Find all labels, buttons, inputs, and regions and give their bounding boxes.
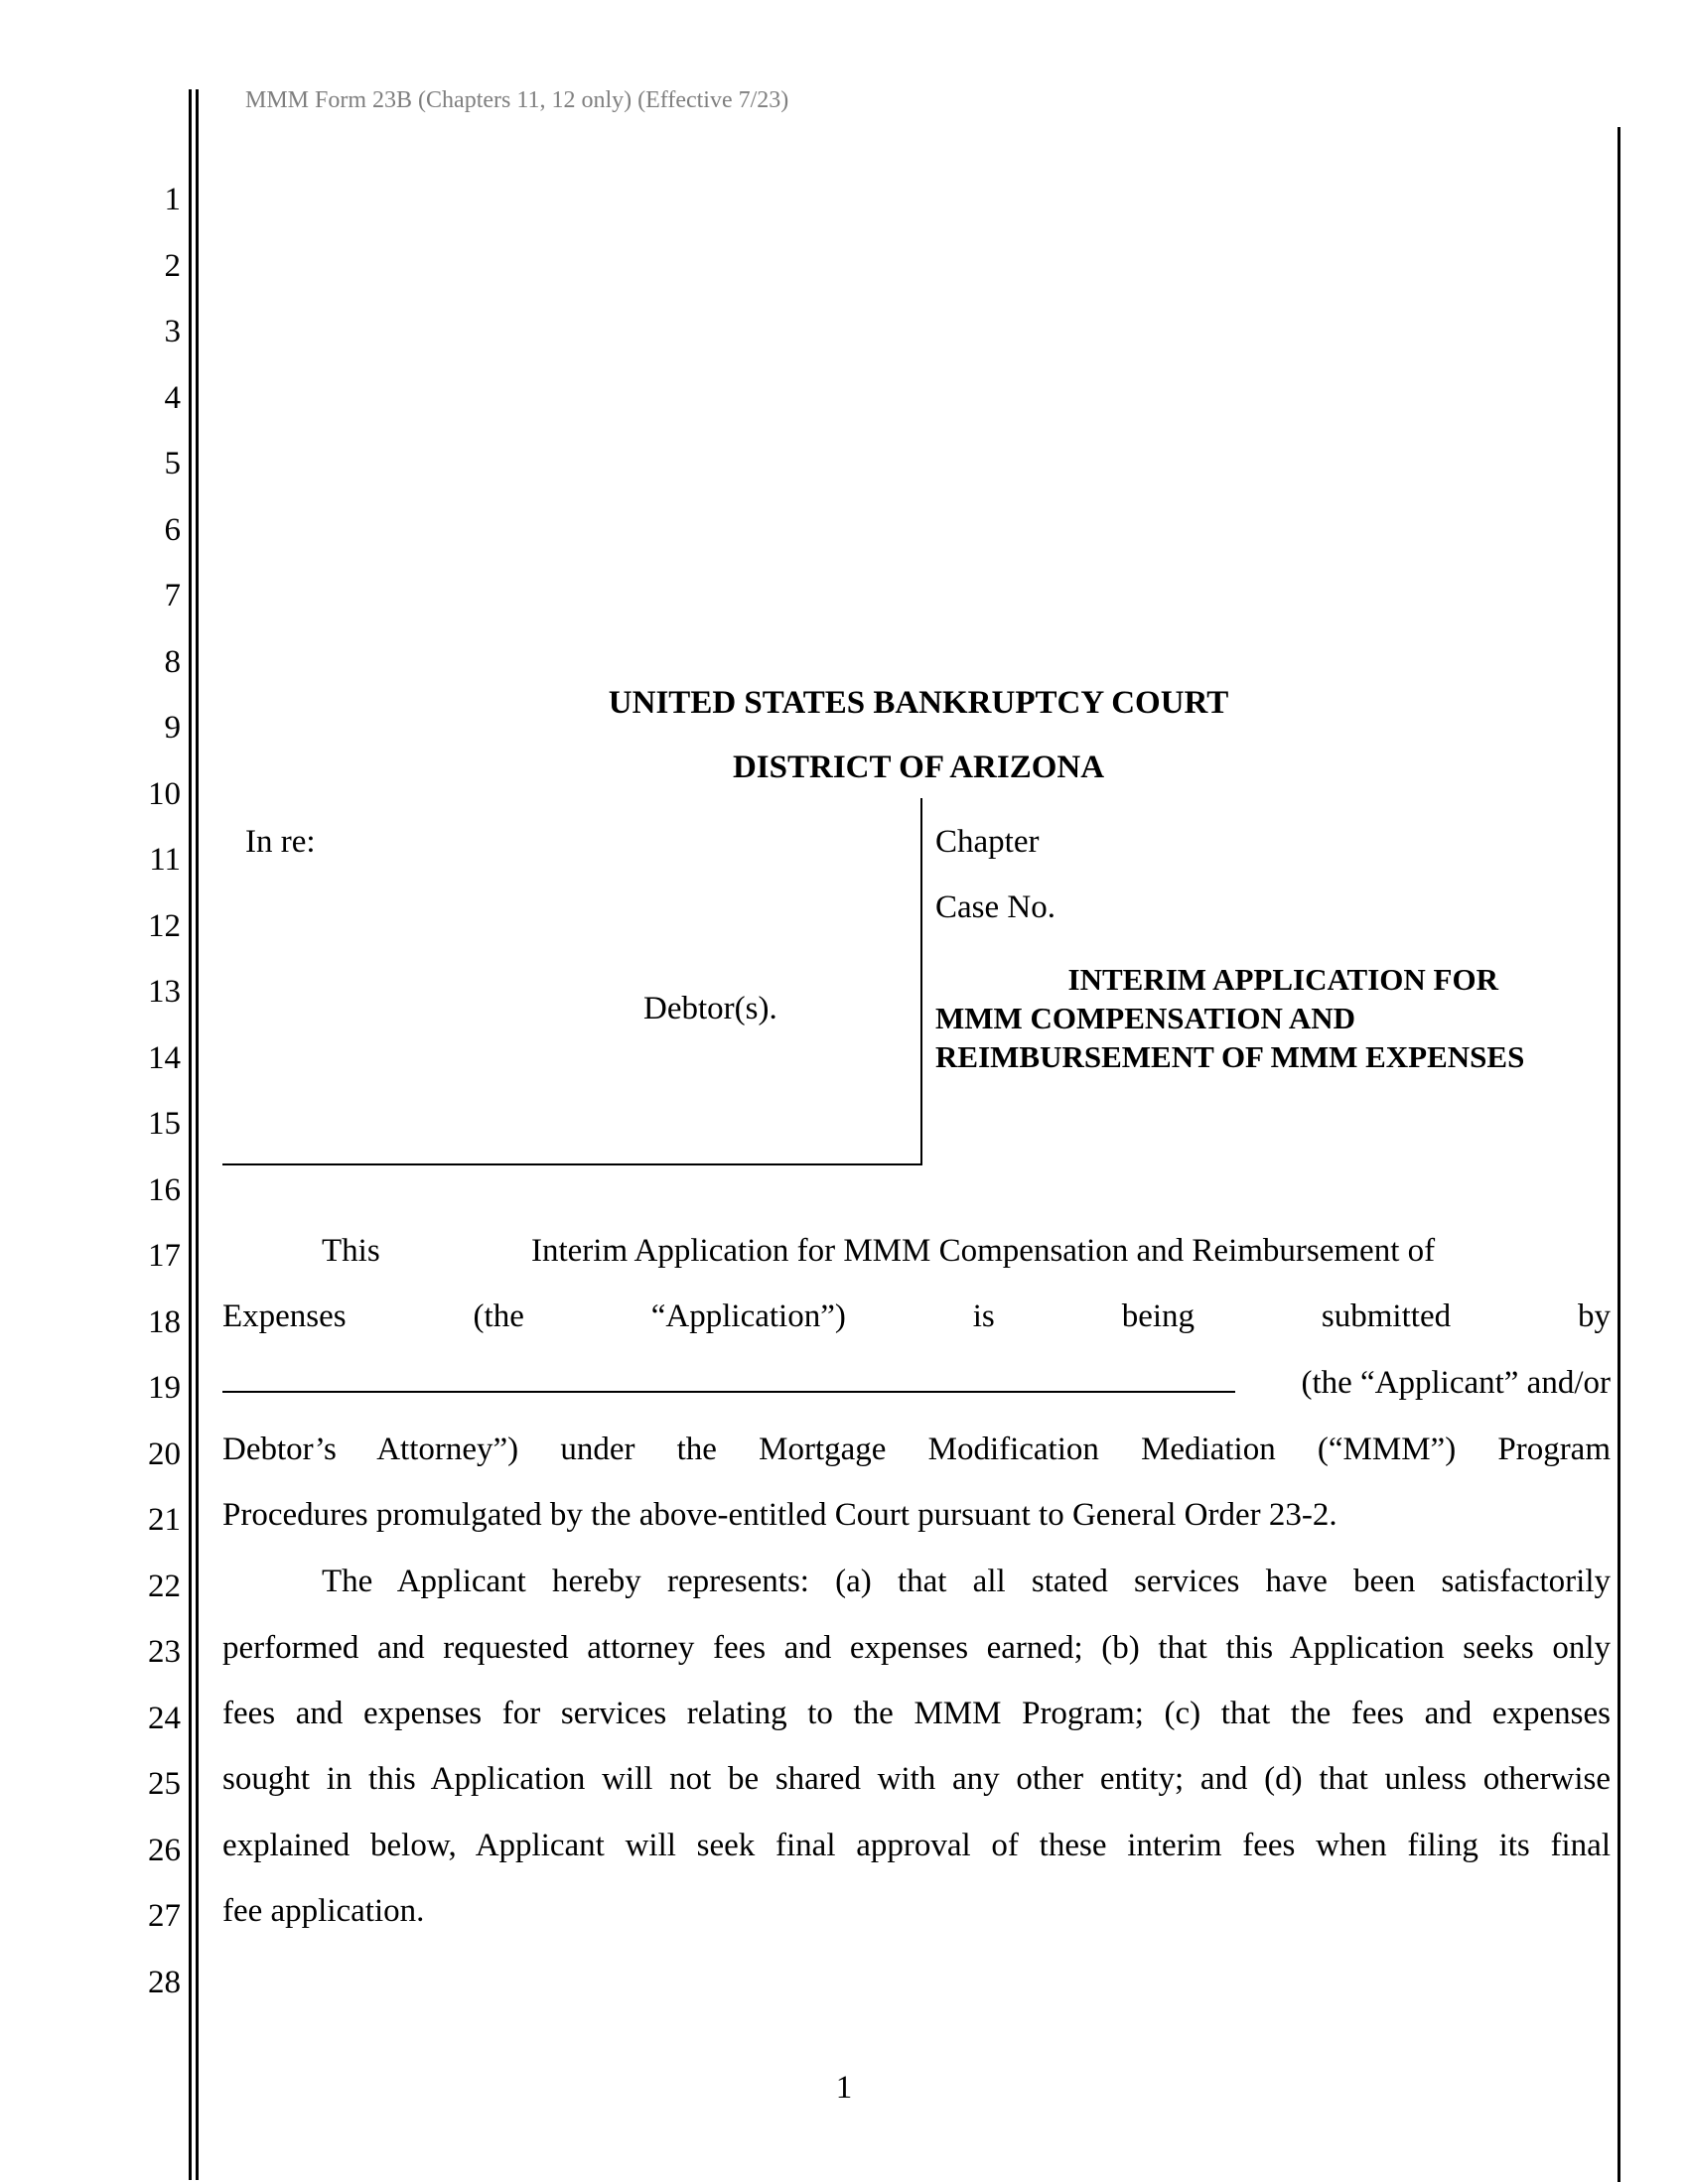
document-title-line: REIMBURSEMENT OF MMM EXPENSES [935,1039,1525,1074]
body-text: Interim Application for MMM Compensation and Reimbursement of [531,1233,1436,1269]
line-number: 6 [164,511,181,548]
line-number: 27 [148,1898,181,1934]
line-number: 2 [164,247,181,284]
body-line [222,1363,1611,1403]
body-word: (the [473,1298,524,1334]
line-number: 5 [164,446,181,481]
body-word: by [1578,1298,1611,1334]
line-number: 15 [148,1106,181,1142]
line-number: 11 [149,842,181,878]
body-word: Expenses [222,1298,347,1334]
left-margin-rule-inner [196,89,199,2180]
form-label: MMM Form 23B (Chapters 11, 12 only) (Effective 7/23) [245,87,789,113]
body-line [222,1297,1611,1336]
body-line: sought in this Application will not be shared with any other entity; and (d) that unless otherwise [222,1761,1611,1797]
line-number: 28 [148,1964,181,2000]
line-number: 21 [148,1502,181,1538]
line-number: 9 [164,710,181,746]
case-number-label: Case No. [935,889,1055,925]
line-number: 12 [148,907,181,944]
body-text: This [322,1233,380,1269]
body-line: performed and requested attorney fees and expenses earned; (b) that this Application seeks only [222,1630,1611,1666]
body-line: explained below, Applicant will seek final approval of these interim fees when filing its final [222,1828,1611,1863]
body-line: The Applicant hereby represents: (a) that all stated services have been satisfactorily [322,1564,1611,1599]
line-number: 26 [148,1832,181,1868]
body-word: “Application”) [650,1298,846,1334]
caption-divider-vertical [920,798,922,1165]
body-line: Procedures promulgated by the above-entitled Court pursuant to General Order 23-2. [222,1497,1337,1533]
in-re-label: In re: [245,824,316,860]
line-number: 22 [148,1568,181,1604]
line-number: 3 [164,314,181,349]
line-number: 25 [148,1766,181,1802]
court-district: DISTRICT OF ARIZONA [732,750,1105,785]
right-margin-rule [1618,127,1620,2182]
pleading-line-numbers [129,167,181,2015]
document-title-line: MMM COMPENSATION AND [935,1001,1356,1035]
left-margin-rule [189,89,192,2180]
line-number: 8 [164,643,181,680]
body-word: being [1121,1298,1196,1334]
body-line [222,1231,1611,1271]
line-number: 19 [148,1370,181,1406]
line-number: 24 [148,1700,181,1736]
body-line: fee application. [222,1893,425,1929]
line-number: 16 [148,1171,181,1208]
court-name: UNITED STATES BANKRUPTCY COURT [608,685,1229,721]
line-number: 7 [164,578,181,614]
body-line: fees and expenses for services relating to the MMM Program; (c) that the fees and expenses [222,1696,1611,1731]
body-text: (the “Applicant” and/or [1301,1365,1611,1401]
debtor-label: Debtor(s). [643,991,777,1026]
chapter-label: Chapter [935,824,1040,860]
caption-divider-horizontal [222,1163,922,1165]
body-word: submitted [1321,1298,1452,1334]
line-number: 20 [148,1435,181,1472]
document-title-line: INTERIM APPLICATION FOR [1067,962,1498,997]
line-number: 1 [164,182,181,217]
line-number: 18 [148,1303,181,1340]
line-number: 17 [148,1238,181,1274]
body-line: Debtor’s Attorney”) under the Mortgage Modification Mediation (“MMM”) Program [222,1432,1611,1467]
applicant-name-blank[interactable] [222,1363,1235,1393]
line-number: 4 [164,379,181,416]
body-word: is [972,1298,995,1334]
line-number: 10 [148,775,181,812]
line-number: 23 [148,1634,181,1670]
line-number: 13 [148,974,181,1010]
document-title [935,960,1611,1076]
page-number: 1 [835,2070,853,2106]
line-number: 14 [148,1039,181,1076]
